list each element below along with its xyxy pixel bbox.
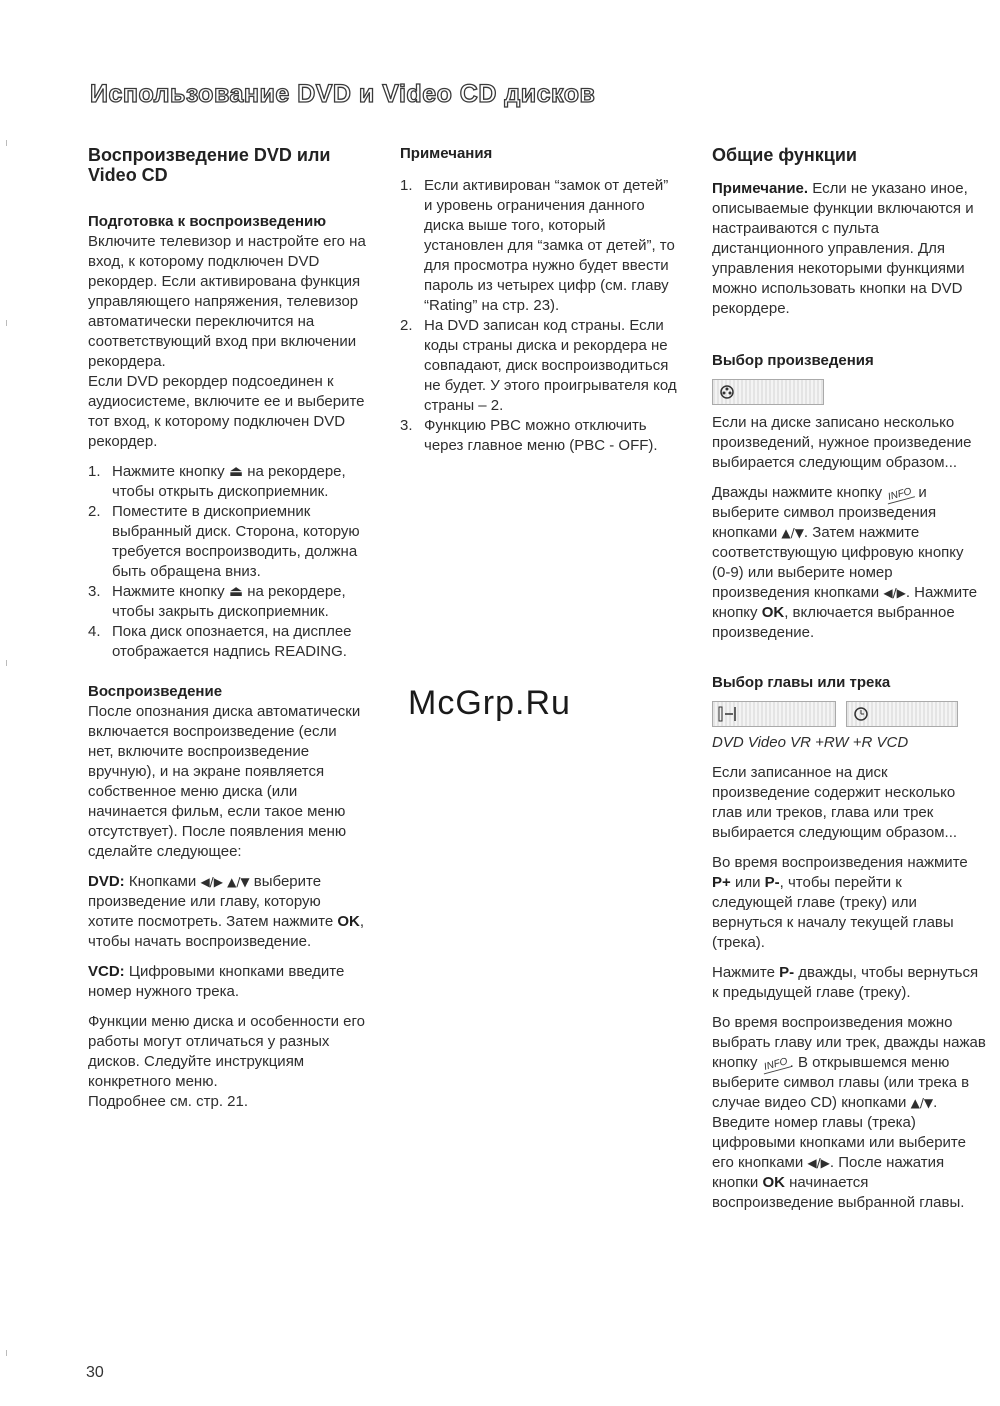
vcd-paragraph: VCD: Цифровыми кнопками введите номер нужного трека.: [88, 963, 345, 1000]
list-item: 2. На DVD записан код страны. Если коды страны диска и рекордера не совпадают, диск воспроизводиться не будет. У этого проигрывателя код страны – 2.: [400, 317, 677, 414]
title-select-text: Если на диске записано несколько произведений, нужное произведение выбирается следующим образом...: [712, 414, 972, 471]
section-heading-playback: Воспроизведение DVD или Video CD: [88, 145, 331, 185]
clock-icon: [851, 704, 871, 724]
more-text: Подробнее см. стр. 21.: [88, 1093, 249, 1110]
up-down-arrows-icon: ▲/▼: [910, 1096, 934, 1110]
general-note: Примечание. Если не указано иное, описываемые функции включаются и настраиваются с пульта дистанционного управления. Для управления некоторыми функциями можно использовать кнопки на DVD рекордере.: [712, 180, 974, 317]
watermark: McGrp.Ru: [408, 684, 571, 722]
list-item: 1. Нажмите кнопку ⏏ на рекордере, чтобы открыть дископриемник.: [88, 463, 346, 500]
prep-text: Включите телевизор и настройте его на вход, к которому подключен DVD рекордер. Если активирована функция управляющего напряжения, телевизор автоматически переключится на соответствующий вход при включении рекордера.: [88, 233, 366, 370]
title-symbol-icon: [717, 382, 737, 402]
chapter-info-text: Во время воспроизведения можно выбрать главу или трек, дважды нажав кнопку INFO. В открывшемся меню выберите символ главы (или трека в случае видео CD) кнопками ▲/▼. Введите номер главы (трека) цифровыми кнопками или выберите его кнопками ◀/▶. После нажатия кнопки OK начинается воспроизведение выбранной главы.: [712, 1014, 986, 1211]
list-item: 4. Пока диск опознается, на дисплее отображается надпись READING.: [88, 623, 352, 660]
time-menu-bar: [846, 701, 958, 727]
chapter-symbol-image: [712, 701, 986, 727]
notes-list: [400, 176, 678, 456]
page-number: 30: [86, 1364, 104, 1381]
scan-mark: [6, 660, 7, 666]
chapter-pminus-text: Нажмите P- дважды, чтобы вернуться к предыдущей главе (треку).: [712, 964, 979, 1001]
chapter-pplus-text: Во время воспроизведения нажмите P+ или P-, чтобы перейти к следующей главе (треку) или вернуться к началу текущей главы (трека).: [712, 854, 968, 951]
prep-text-2: Если DVD рекордер подсоединен к аудиосистеме, включите ее и выберите тот вход, к которому подключен DVD рекордер.: [88, 373, 365, 450]
chapter-menu-bar: [712, 701, 836, 727]
title-menu-bar: [712, 379, 824, 405]
prep-heading: Подготовка к воспроизведению: [88, 213, 327, 230]
disc-formats: DVD Video VR +RW +R VCD: [712, 734, 909, 751]
notes-heading: Примечания: [400, 145, 493, 162]
column-playback: [88, 145, 366, 1112]
list-item: 1. Если активирован “замок от детей” и уровень ограничения данного диска выше того, который установлен для “замка от детей”, то для просмотра нужно будет ввести пароль из четырех цифр (см. главу “Rating” на стр. 23).: [400, 177, 675, 314]
eject-icon: ⏏: [228, 463, 244, 480]
eject-icon: ⏏: [228, 583, 244, 600]
chapter-symbol-icon: [717, 704, 739, 724]
left-right-arrows-icon: ◀/▶: [807, 1156, 830, 1170]
list-item: 3. Функцию PBC можно отключить через главное меню (PBC - OFF).: [400, 417, 658, 454]
section-heading-general: Общие функции: [712, 145, 857, 165]
up-down-arrows-icon: ▲/▼: [227, 875, 250, 889]
title-symbol-image: [712, 379, 986, 405]
title-select-instructions: Дважды нажмите кнопку INFO и выберите символ произведения кнопками ▲/▼. Затем нажмите соответствующую цифровую кнопку (0-9) или выберите номер произведения кнопками ◀/▶. Нажмите кнопку OK, включается выбранное произведение.: [712, 484, 978, 641]
page-title: Использование DVD и Video CD дисков: [90, 80, 596, 108]
list-item: 3. Нажмите кнопку ⏏ на рекордере, чтобы закрыть дископриемник.: [88, 583, 346, 620]
play-heading: Воспроизведение: [88, 683, 223, 700]
menu-text: Функции меню диска и особенности его работы могут отличаться у разных дисков. Следуйте инструкциям конкретного меню.: [88, 1013, 365, 1090]
info-icon: INFO: [761, 1056, 791, 1075]
up-down-arrows-icon: ▲/▼: [781, 526, 804, 540]
column-general: [712, 145, 986, 1213]
list-item: 2. Поместите в дископриемник выбранный диск. Сторона, которую требуется воспроизводить, должна быть обращена вниз.: [88, 503, 360, 580]
left-right-arrows-icon: ◀/▶: [200, 875, 223, 889]
left-right-arrows-icon: ◀/▶: [883, 586, 906, 600]
chapter-select-text: Если записанное на диск произведение содержит несколько глав или треков, глава или трек выбирается следующим образом...: [712, 764, 958, 841]
scan-mark: [6, 1350, 7, 1356]
info-icon: INFO: [885, 486, 915, 505]
play-text: После опознания диска автоматически включается воспроизведение (если нет, включите воспроизведение вручную), и на экране появляется собственное меню диска (или начинается фильм, если такое меню отсутствует). После появления меню сделайте следующее:: [88, 703, 361, 860]
steps-list: [88, 462, 366, 662]
scan-mark: [6, 320, 7, 326]
chapter-select-heading: Выбор главы или трека: [712, 674, 891, 691]
scan-mark: [6, 140, 7, 146]
column-notes: [400, 144, 678, 456]
title-select-heading: Выбор произведения: [712, 352, 874, 369]
dvd-paragraph: DVD: Кнопками ◀/▶ ▲/▼ выберите произведение или главу, которую хотите посмотреть. Затем нажмите OK, чтобы начать воспроизведение.: [88, 873, 365, 950]
